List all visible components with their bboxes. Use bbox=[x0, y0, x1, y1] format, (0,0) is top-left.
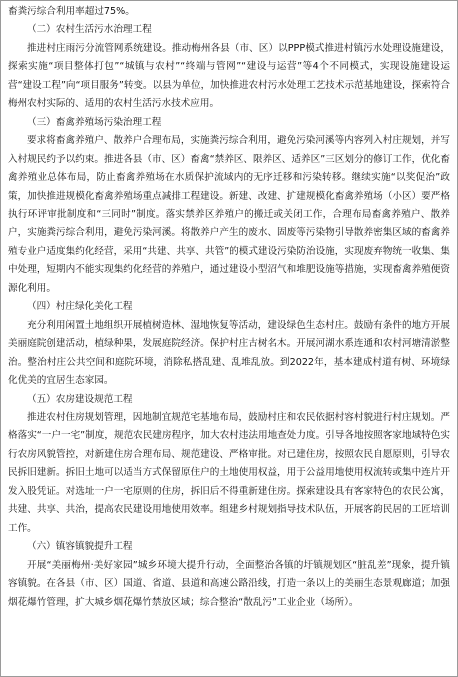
heading-housing-regulation: （五）农房建设规范工程 bbox=[27, 393, 133, 405]
heading-town-appearance: （六）镇容镇貌提升工程 bbox=[27, 541, 133, 553]
heading-livestock-pollution: （三）畜禽养殖场污染治理工程 bbox=[27, 116, 162, 128]
paragraph-rural-sewage: 推进村庄雨污分流管网系统建设。推动梅州各县（市、区）以PPP模式推进村镇污水处理设施建设，探索实施“项目整体打包”“城镇与农村”“终端与管网”“建设与运营”等4个不同模式，实现设施建设运营“建设工程”向“项目服务”转变。以县为单位，加快推进农村污水处理工艺技术示范基地建设，探索符合梅州农村实际的、适用的农村生活污水技术应用。 bbox=[8, 42, 451, 110]
heading-village-greening: （四）村庄绿化美化工程 bbox=[27, 301, 133, 313]
paragraph-town-appearance: 开展“美丽梅州·美好家园”城乡环境大提升行动，全面整治各镇的圩镇规划区“脏乱差”现象，提升镇容镇貌。在各县（市、区）国道、省道、县道和高速公路沿线，打造一条以上的美丽生态景观廊道；加强烟花爆竹管理，扩大城乡烟花爆竹禁放区域；综合整治“散乱污”工业企业（场所）。 bbox=[8, 559, 450, 608]
paragraph-livestock-pollution: 要求将畜禽养殖户、散养户合理布局，实施粪污综合利用，避免污染河溪等内容列入村庄规划，并写入村规民约予以约束。推进各县（市、区）畜禽“禁养区、限养区、适养区”三区划分的修订工作，优化畜禽养殖业总体布局，防止畜禽养殖场在水质保护流域内的无序迁移和污染转移。继续实施“以奖促治”政策，加快推进规模化畜禽养殖场重点减排工程建设。新建、改建、扩建规模化畜禽养殖场（小区）要严格执行环评审批制度和“三同时”制度。落实禁养区养殖户的搬迁或关闭工作，合理布局畜禽养殖户、散养户，实施粪污综合利用，避免污染河溪。将散养户产生的废水、固废等污染物引导散养密集区域的畜禽养殖专业户适度集约化经营，采用“共建、共享、共管”的模式建设污染防治设施，实现废弃物统一收集、集中处理，短期内不能实现集约化经营的养殖户，通过建设小型沼气和堆肥设施等措施，实现畜禽养殖便资源化利用。 bbox=[8, 135, 450, 294]
heading-rural-sewage: （二）农村生活污水治理工程 bbox=[27, 24, 152, 36]
paragraph-housing-regulation: 推进农村住房规划管理，因地制宜规范宅基地布局，鼓励村庄和农民依据村容村貌进行村庄规划。严格落实“一户一宅”制度，规范农民建房程序，加大农村违法用地查处力度。引导各地按照客家地域特色实行农房风貌管控，对新建住房合理布局、规范建设、严格审批。对已建住房，按照农民自愿原则，引导农民拆旧建新。拆旧土地可以适当方式保留原住户的土地使用权益，用于公益用地使用权流转或集中连片开发入股凭证。对选址一户一宅原则的住房，拆旧后不得重新建住房。探索建设具有客家特色的农民公寓，共建、共享、共治，提高农民建设用地使用效率。组建乡村规划指导技术队伍，开展客韵民居的工匠培训工作。 bbox=[8, 411, 450, 534]
paragraph-livestock-intro-tail: 畜粪污综合利用率超过75%。 bbox=[8, 6, 135, 17]
paragraph-village-greening: 充分利用闲置土地组织开展植树造林、湿地恢复等活动，建设绿色生态村庄。鼓励有条件的地方开展美丽庭院创建活动，植绿种果，发展庭院经济。保护村庄古树名木。开展河湖水系连通和农村河塘清淤整治。整治村庄公共空间和庭院环境，消除私搭乱建、乱堆乱放。到2022年，基本建成村道有树、环境绿化优美的宜居生态家园。 bbox=[8, 319, 450, 387]
document-body bbox=[8, 3, 450, 612]
